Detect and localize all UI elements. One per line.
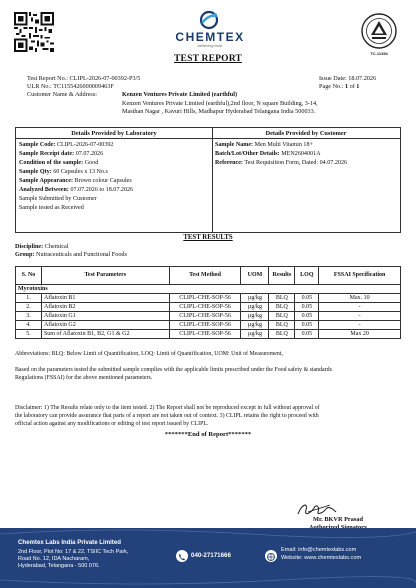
ulr-value: TC1155426000009463F xyxy=(53,83,114,90)
col-method: Test Method xyxy=(169,267,241,285)
cell-method: CLIPL-CHE-SOP-56 xyxy=(169,294,241,303)
group-row xyxy=(15,251,127,259)
sample-name-value: Men Multi Vitamin 18+ xyxy=(254,142,313,148)
appearance-value: Brown colour Capsules xyxy=(74,178,132,184)
appearance-label: Sample Appearance: xyxy=(19,178,73,184)
details-divider xyxy=(212,128,213,232)
disclaimer-line-1: Disclaimer: 1) The Results relate only to the item tested. 2) The Report shall not be reproduced except in full without approval of xyxy=(15,405,320,411)
reference-row xyxy=(215,159,347,167)
col-loq: LOQ xyxy=(295,267,319,285)
submitted-note: Sample Submitted by Customer xyxy=(19,196,97,202)
analyzed-row xyxy=(19,186,133,194)
group-value: Nutraceuticals and Functional Foods xyxy=(36,251,127,258)
issue-date-value: 18.07.2026 xyxy=(348,75,377,82)
analyzed-value: 07.07.2026 to 18.07.2026 xyxy=(70,187,134,193)
cell-spec: - xyxy=(319,303,401,312)
footer-phone[interactable]: 040-27171666 xyxy=(191,552,231,559)
cell-result: BLQ xyxy=(269,321,295,330)
accreditation-code: TC-11354 xyxy=(370,51,388,56)
section-row xyxy=(16,285,401,294)
ulr-label: ULR No.: xyxy=(27,83,52,90)
cell-result: BLQ xyxy=(269,294,295,303)
receipt-date-value: 07.07.2026 xyxy=(75,151,104,157)
cell-loq: 0.05 xyxy=(295,303,319,312)
footer-address-line2: Road No. 12, IDA Nacharam, xyxy=(18,556,90,563)
cell-parameter: Sum of Aflatoxin B1, B2, G1 & G2 xyxy=(41,330,169,339)
cell-spec: - xyxy=(319,312,401,321)
cell-loq: 0.05 xyxy=(295,294,319,303)
cell-result: BLQ xyxy=(269,330,295,339)
disclaimer-line-3: official action against any modifications or editing of test report issued by CLIPL. xyxy=(15,421,209,427)
col-results: Results xyxy=(269,267,295,285)
cell-result: BLQ xyxy=(269,303,295,312)
cell-uom: µg/kg xyxy=(241,321,269,330)
customer-name: Kenzen Ventures Private Limited (earthful) xyxy=(122,91,238,98)
cell-result: BLQ xyxy=(269,312,295,321)
section-mycotoxins: Mycotoxins xyxy=(16,285,401,294)
cell-sno: 3. xyxy=(16,312,42,321)
table-row xyxy=(16,312,401,321)
cell-method: CLIPL-CHE-SOP-56 xyxy=(169,303,241,312)
cell-sno: 4. xyxy=(16,321,42,330)
col-uom: UOM xyxy=(241,267,269,285)
page-current: 1 xyxy=(344,83,349,90)
batch-row xyxy=(215,150,321,158)
reference-value: Test Requisition Form, Dated: 04.07.2026 xyxy=(244,160,348,166)
chemtex-logo xyxy=(160,10,260,48)
cell-method: CLIPL-CHE-SOP-56 xyxy=(169,312,241,321)
qty-label: Sample Qty: xyxy=(19,169,52,175)
cell-spec: Max 20 xyxy=(319,330,401,339)
cell-spec: - xyxy=(319,321,401,330)
test-results-title: TEST RESULTS xyxy=(183,234,233,241)
condition-label: Condition of the sample: xyxy=(19,160,84,166)
cell-loq: 0.05 xyxy=(295,330,319,339)
report-no-label: Test Report No.: xyxy=(27,75,68,82)
phone-icon xyxy=(176,550,188,562)
sample-code-value: CLIPL-2026-07-00392 xyxy=(56,142,114,148)
customer-address-line2: Masthan Nagar , Kavuri Hills, Madhapur Hyderabad Telangana India 500033. xyxy=(122,108,316,115)
cell-method: CLIPL-CHE-SOP-56 xyxy=(169,321,241,330)
footer-email[interactable]: Email: info@chemtexlabs.com xyxy=(281,547,357,553)
sample-name-label: Sample Name: xyxy=(215,142,254,148)
footer-website[interactable]: Website: www.chemtexlabs.com xyxy=(281,555,362,561)
issue-date-row xyxy=(319,75,376,83)
cell-parameter: Aflatoxin B1 xyxy=(41,294,169,303)
results-table xyxy=(15,266,401,339)
table-row xyxy=(16,294,401,303)
receipt-date-row xyxy=(19,150,103,158)
chemtex-globe-icon xyxy=(198,10,220,30)
disclaimer-line-2: the laboratory can provide assurance that parts of a report are not taken out of context. 3) CLIPL retains the right to proceed with xyxy=(15,413,319,419)
lab-details-header: Details Provided by Laboratory xyxy=(16,128,212,139)
report-no-row xyxy=(27,75,140,83)
cell-loq: 0.05 xyxy=(295,321,319,330)
footer-address-line3: Hyderabad, Telangana - 500 076. xyxy=(18,563,100,570)
cell-sno: 5. xyxy=(16,330,42,339)
footer-address-line1: 2nd Floor, Plot No: 17 & 22, TSIIC Tech Park, xyxy=(18,549,129,555)
discipline-row xyxy=(15,243,68,251)
discipline-label: Discipline: xyxy=(15,243,44,250)
customer-details-header: Details Provided by Customer xyxy=(212,128,400,139)
condition-value: Good xyxy=(84,160,99,166)
abbreviations-note: Abbreviations: BLQ: Below Limit of Quantification, LOQ: Limit of Quantification, UOM: Unit of Measurement, xyxy=(15,351,283,357)
table-row xyxy=(16,303,401,312)
end-of-report: *******End of Report******* xyxy=(164,431,252,438)
cell-uom: µg/kg xyxy=(241,303,269,312)
qty-row xyxy=(19,168,108,176)
basis-line-1: Based on the parameters tested the submitted sample complies with the applicable limits prescribed under the Food safety & standards xyxy=(15,367,332,373)
condition-row xyxy=(19,159,98,167)
ulr-row xyxy=(27,83,114,91)
page-label: Page No.: xyxy=(319,83,344,90)
brand-name: CHEMTEX xyxy=(175,30,245,44)
footer-address xyxy=(18,549,168,571)
globe-icon xyxy=(265,550,277,562)
cell-parameter: Aflatoxin G2 xyxy=(41,321,169,330)
cell-uom: µg/kg xyxy=(241,294,269,303)
accreditation-seal-icon xyxy=(360,12,398,50)
receipt-date-label: Sample Receipt date: xyxy=(19,151,75,157)
footer-company: Chemtex Labs India Private Limited xyxy=(18,539,121,546)
tested-note: Sample tested as Received xyxy=(19,205,84,211)
results-header-row xyxy=(16,267,401,285)
sample-code-row xyxy=(19,141,113,149)
discipline-value: Chemical xyxy=(44,243,69,250)
reference-label: Reference: xyxy=(215,160,243,166)
batch-value: MEN2604001A xyxy=(281,151,321,157)
analyzed-label: Analyzed Between: xyxy=(19,187,69,193)
table-row xyxy=(16,330,401,339)
qty-value: 60 Capsules x 13 No.s xyxy=(53,169,108,175)
report-no-value: CLIPL-2026-07-00392-P3/5 xyxy=(69,75,141,82)
qr-code xyxy=(14,12,54,52)
sample-name-row xyxy=(215,141,313,149)
page-total: 1 xyxy=(356,83,360,90)
appearance-row xyxy=(19,177,132,185)
report-title: TEST REPORT xyxy=(174,54,242,64)
group-label: Group: xyxy=(15,251,35,258)
cell-uom: µg/kg xyxy=(241,312,269,321)
cell-method: CLIPL-CHE-SOP-56 xyxy=(169,330,241,339)
cell-sno: 2. xyxy=(16,303,42,312)
cell-parameter: Aflatoxin B2 xyxy=(41,303,169,312)
basis-line-2: Regulations (FSSAI) for the above mentioned parameters. xyxy=(15,375,153,381)
cell-parameter: Aflatoxin G1 xyxy=(41,312,169,321)
cell-spec: Max. 10 xyxy=(319,294,401,303)
footer-band xyxy=(0,528,416,588)
cell-uom: µg/kg xyxy=(241,330,269,339)
table-row xyxy=(16,321,401,330)
col-parameter: Test Parameters xyxy=(41,267,169,285)
page-of: of xyxy=(349,83,355,90)
customer-label: Customer Name & Address: xyxy=(27,91,97,98)
details-table xyxy=(15,127,401,233)
col-sno: S. No xyxy=(16,267,42,285)
issue-date-label: Issue Date: xyxy=(319,75,347,82)
batch-label: Batch/Lot/Other Details: xyxy=(215,151,280,157)
signatory-name: Mr. BKVR Prasad xyxy=(313,516,363,523)
page-number-row xyxy=(319,83,359,91)
col-spec: FSSAI Specification xyxy=(319,267,401,285)
sample-code-label: Sample Code: xyxy=(19,142,56,148)
customer-address-line1: Kenzen Ventures Private Limited (earthful),2nd floor, N square Building, 3-14, xyxy=(122,100,318,107)
brand-tagline: believing trust xyxy=(197,43,223,48)
cell-loq: 0.05 xyxy=(295,312,319,321)
cell-sno: 1. xyxy=(16,294,42,303)
